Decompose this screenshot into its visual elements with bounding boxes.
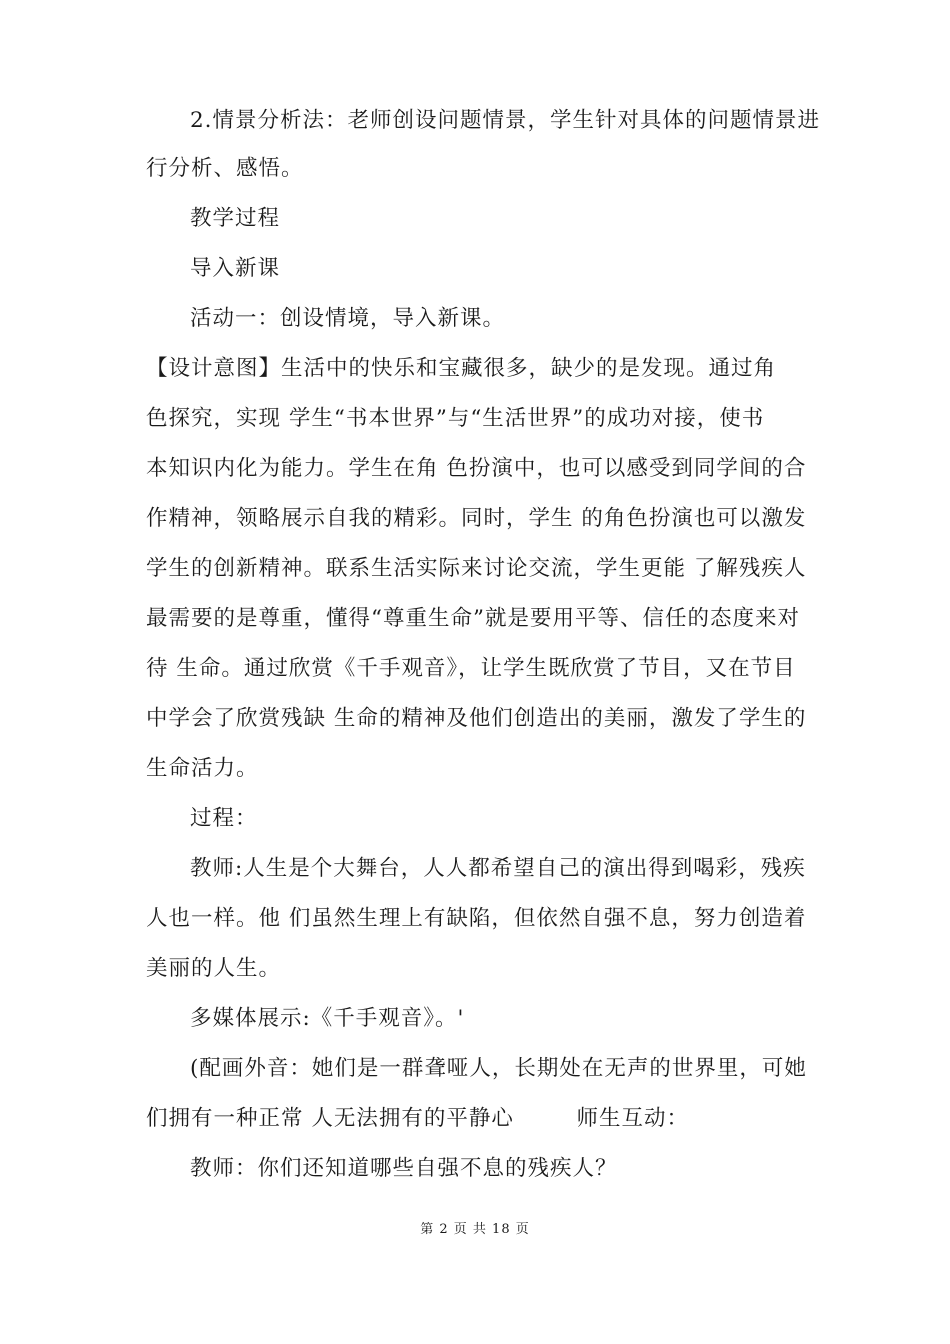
paragraph-line: 多媒体展示:《千手观音》。' — [190, 1006, 465, 1031]
paragraph-line: 2.情景分析法：老师创设问题情景，学生针对具体的问题情景进 — [190, 108, 821, 133]
section-heading: 导入新课 — [190, 256, 281, 281]
paragraph-line: 活动一：创设情境，导入新课。 — [190, 306, 506, 331]
paragraph-line: 美丽的人生。 — [146, 956, 282, 981]
paragraph-line: 中学会了欣赏残缺 生命的精神及他们创造出的美丽，激发了学生的 — [146, 706, 807, 731]
paragraph-line: 待 生命。通过欣赏《千手观音》，让学生既欣赏了节目，又在节目 — [146, 656, 796, 681]
paragraph-line: 作精神，领略展示自我的精彩。同时，学生 的角色扮演也可以激发 — [146, 506, 807, 531]
paragraph-line: (配画外音：她们是一群聋哑人，长期处在无声的世界里，可她 — [190, 1056, 807, 1081]
paragraph-line: 教师:人生是个大舞台，人人都希望自己的演出得到喝彩，残疾 — [190, 856, 806, 881]
paragraph-line: 本知识内化为能力。学生在角 色扮演中，也可以感受到同学间的合 — [146, 456, 807, 481]
paragraph-line: 教师：你们还知道哪些自强不息的残疾人？ — [190, 1156, 618, 1181]
paragraph-line: 【设计意图】生活中的快乐和宝藏很多，缺少的是发现。通过角 — [146, 356, 777, 381]
section-heading: 教学过程 — [190, 206, 281, 231]
page-number-footer: 第 2 页 共 18 页 — [420, 1222, 530, 1237]
paragraph-line: 最需要的是尊重，懂得“尊重生命”就是要用平等、信任的态度来对 — [146, 606, 800, 631]
paragraph-line: 行分析、感悟。 — [146, 156, 304, 181]
paragraph-line: 色探究，实现 学生“书本世界”与“生活世界”的成功对接，使书 — [146, 406, 765, 431]
paragraph-line: 人也一样。他 们虽然生理上有缺陷，但依然自强不息，努力创造着 — [146, 906, 807, 931]
paragraph-line: 过程： — [190, 806, 258, 831]
paragraph-line: 学生的创新精神。联系生活实际来讨论交流，学生更能 了解残疾人 — [146, 556, 807, 581]
paragraph-line: 生命活力。 — [146, 756, 259, 781]
paragraph-line: 们拥有一种正常 人无法拥有的平静心 师生互动： — [146, 1106, 690, 1131]
